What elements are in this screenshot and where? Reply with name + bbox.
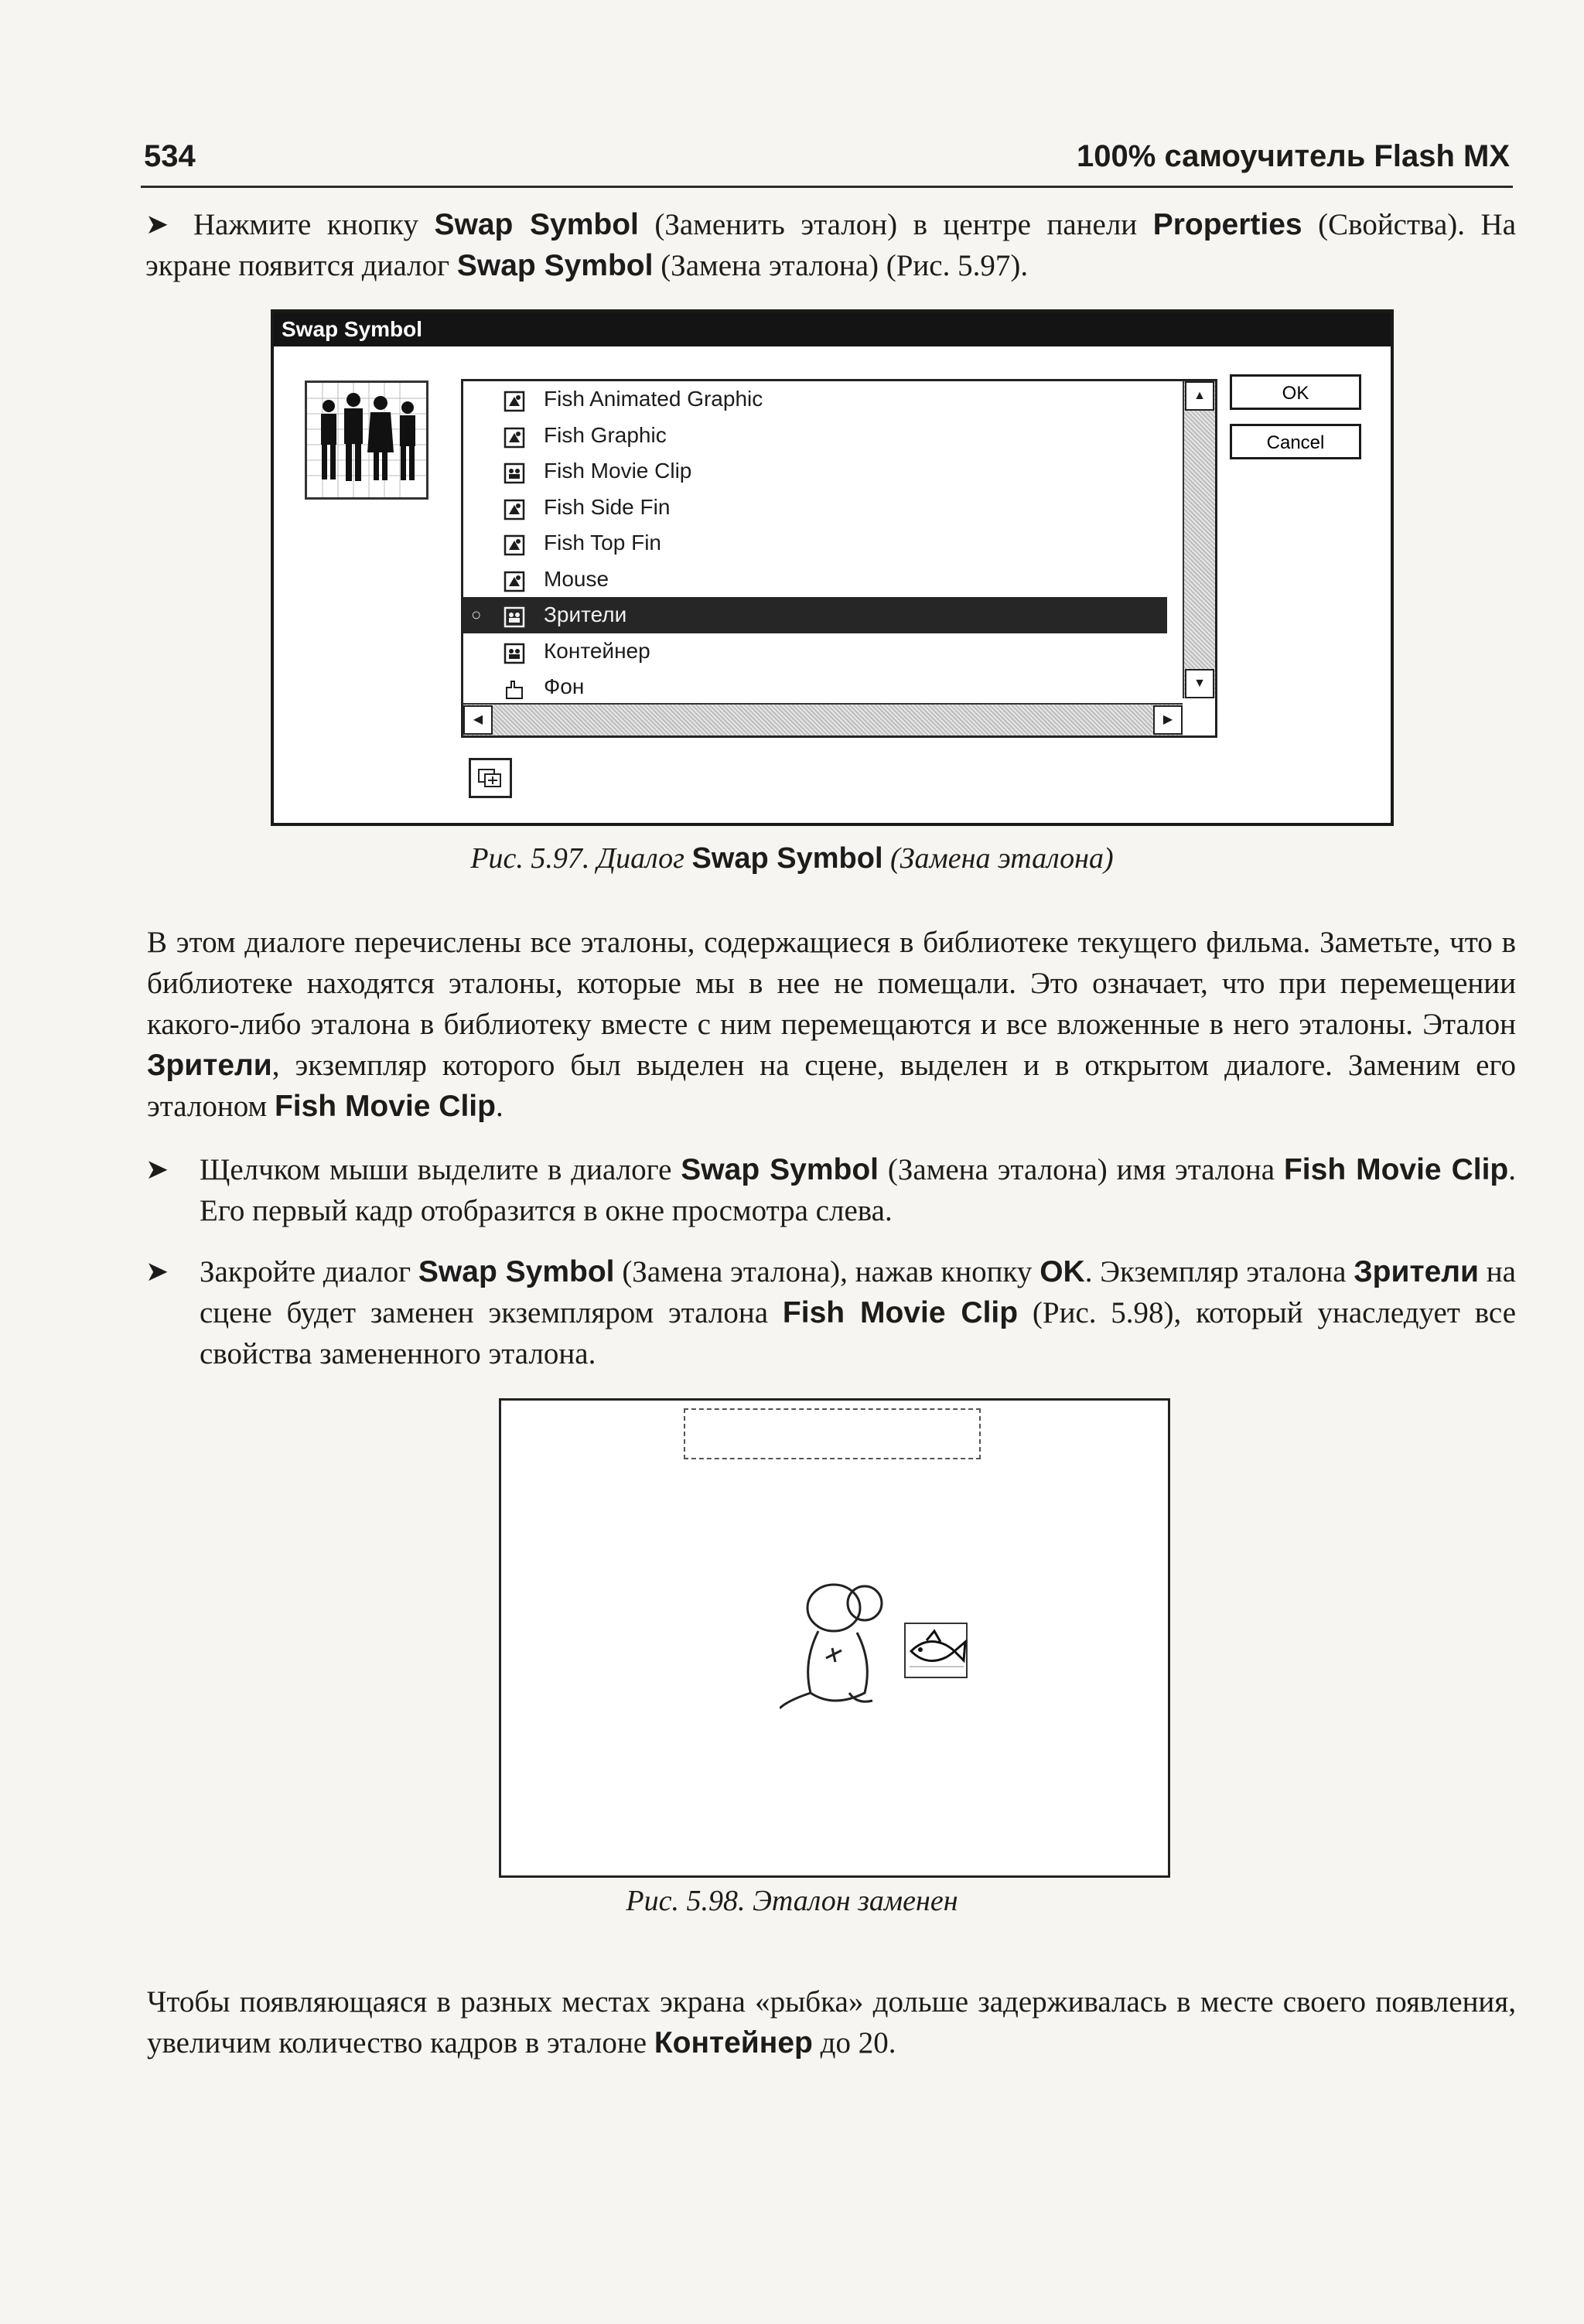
bullet-1 — [145, 204, 1516, 286]
scroll-down-button[interactable]: ▼ — [1185, 669, 1214, 698]
symbol-list-item[interactable] — [463, 561, 1167, 598]
ok-button[interactable]: OK — [1230, 374, 1361, 410]
bullet-3 — [145, 1251, 1516, 1374]
bullet-3-text: Закройте диалог Swap Symbol (Замена эталона), нажав кнопку OK. Экземпляр эталона Зрители на сцене будет заменен экземпляром эталона Fish Movie Clip (Рис. 5.98), который унаследует все свойства замененного эталона. — [200, 1255, 1516, 1370]
bullet-arrow-icon: ➤ — [145, 1154, 169, 1185]
graphic-symbol-icon — [504, 496, 525, 517]
duplicate-icon — [471, 760, 510, 796]
bullet-2-text: Щелчком мыши выделите в диалоге Swap Symbol (Замена эталона) имя эталона Fish Movie Clip. Его первый кадр отобразится в окне просмотра слева. — [200, 1153, 1516, 1227]
page-number: 534 — [144, 139, 196, 173]
scroll-left-button[interactable]: ◀ — [463, 705, 493, 735]
symbol-list-item[interactable] — [463, 453, 1167, 490]
audience-preview-icon — [307, 383, 426, 497]
page-header — [141, 138, 1513, 188]
symbol-list-item-label: Fish Top Fin — [544, 531, 661, 555]
bullet-arrow-icon: ➤ — [145, 209, 169, 240]
symbol-list-item-label: Mouse — [544, 566, 609, 591]
paragraph-1: В этом диалоге перечислены все эталоны, содержащиеся в библиотеке текущего фильма. Заметьте, что в библиотеке находятся эталоны, которые мы в нее не помещали. Это означает, что при перемещении какого-либо эталона в библиотеку вместе с ним перемещаются и все вложенные в него эталоны. Эталон Зрители, экземпляр которого был выделен на сцене, выделен и в открытом диалоге. Заменим его эталоном Fish Movie Clip. — [147, 926, 1516, 1123]
symbol-preview — [305, 381, 428, 500]
duplicate-symbol-button[interactable] — [469, 758, 512, 798]
symbol-list-item-label: Fish Movie Clip — [544, 459, 692, 483]
symbol-list-item[interactable] — [463, 597, 1167, 633]
graphic-symbol-icon — [504, 531, 525, 553]
symbol-list-item-label: Fish Animated Graphic — [544, 387, 763, 411]
running-title: 100% самоучитель Flash MX — [1077, 139, 1510, 173]
symbol-list-item[interactable] — [463, 490, 1167, 526]
graphic-symbol-icon — [504, 568, 525, 589]
swap-symbol-dialog — [271, 309, 1394, 826]
scroll-right-button[interactable]: ▶ — [1153, 705, 1183, 735]
button-symbol-icon — [504, 675, 525, 697]
figure-caption-5-97: Рис. 5.97. Диалог Swap Symbol (Замена эталона) — [470, 842, 1114, 875]
figure-caption-5-98: Рис. 5.98. Эталон заменен — [626, 1885, 958, 1917]
symbol-list-item[interactable] — [463, 381, 1167, 418]
text-field-placeholder — [684, 1408, 981, 1459]
fish-movie-clip-icon — [903, 1622, 973, 1684]
selection-marker-icon: ○ — [471, 605, 482, 624]
symbol-list-item[interactable] — [463, 525, 1167, 561]
symbol-list-item-label: Контейнер — [544, 638, 650, 663]
symbol-list-item-label: Fish Side Fin — [544, 494, 671, 519]
horizontal-scrollbar[interactable] — [463, 703, 1183, 735]
bullet-1-text: Нажмите кнопку Swap Symbol (Заменить эталон) в центре панели Properties (Свойства). На экране появится диалог Swap Symbol (Замена эталона) (Рис. 5.97). — [145, 208, 1516, 282]
symbol-list[interactable] — [461, 379, 1217, 738]
symbol-list-item-label: Fish Graphic — [544, 422, 667, 447]
graphic-symbol-icon — [504, 424, 525, 445]
symbol-list-item[interactable] — [463, 669, 1167, 705]
graphic-symbol-icon — [504, 387, 525, 409]
symbol-list-item[interactable] — [463, 418, 1167, 454]
scroll-up-button[interactable]: ▲ — [1185, 381, 1214, 411]
bullet-arrow-icon: ➤ — [145, 1256, 169, 1287]
symbol-list-item-label: Зрители — [544, 602, 627, 626]
symbol-list-item-label: Фон — [544, 674, 585, 698]
paragraph-2: Чтобы появляющаяся в разных местах экрана «рыбка» дольше задерживалась в месте своего появления, увеличим количество кадров в эталоне Контейнер до 20. — [147, 1985, 1516, 2060]
movie-clip-symbol-icon — [504, 603, 525, 625]
dialog-titlebar: Swap Symbol — [274, 312, 1391, 346]
movie-clip-symbol-icon — [504, 640, 525, 661]
stage-screenshot — [499, 1398, 1170, 1878]
vertical-scrollbar[interactable] — [1183, 381, 1215, 698]
movie-clip-symbol-icon — [504, 459, 525, 481]
symbol-list-item[interactable] — [463, 633, 1167, 670]
bullet-2 — [145, 1149, 1516, 1231]
cancel-button[interactable]: Cancel — [1230, 424, 1361, 459]
